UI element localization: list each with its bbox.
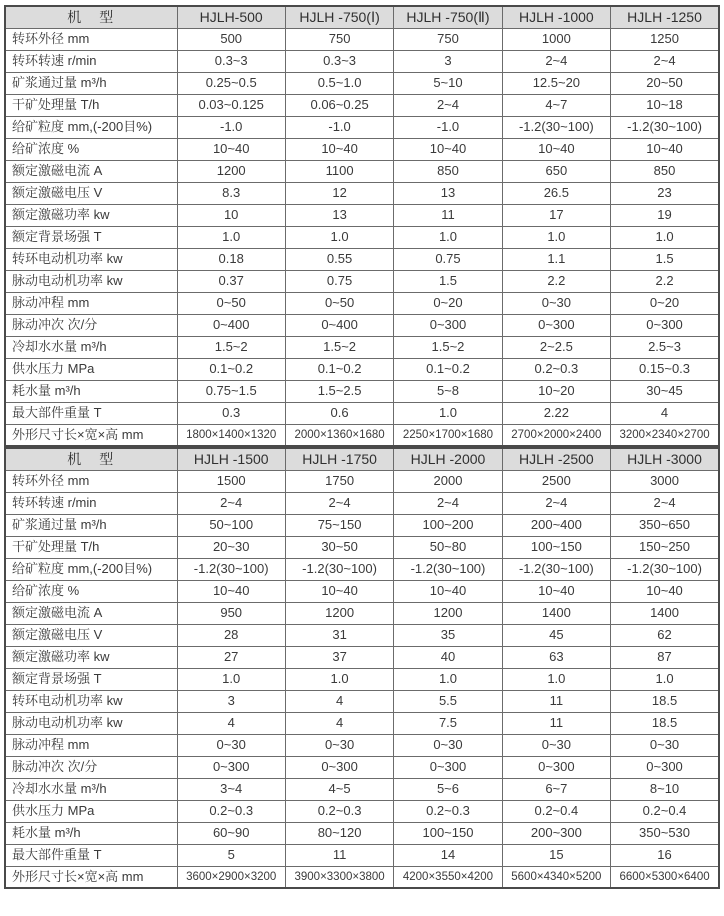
table-cell: 2.2 (611, 270, 719, 292)
table-cell: 0~300 (502, 314, 610, 336)
table-cell: 0~30 (611, 734, 719, 756)
table-cell: 2~4 (177, 492, 285, 514)
table-cell: 13 (285, 204, 393, 226)
table-cell: 0~400 (285, 314, 393, 336)
table-cell: 650 (502, 160, 610, 182)
table-cell: 2000 (394, 470, 502, 492)
table-cell: 16 (611, 844, 719, 866)
column-header-model: HJLH -1500 (177, 448, 285, 470)
table-cell: 18.5 (611, 690, 719, 712)
row-label: 给矿粒度 mm,(-200目%) (5, 558, 177, 580)
table-row (5, 358, 719, 380)
table-cell: 1.0 (394, 402, 502, 424)
spec-table (4, 5, 720, 447)
table-cell: 11 (285, 844, 393, 866)
row-label: 额定激磁电压 V (5, 624, 177, 646)
table-cell: 0~20 (611, 292, 719, 314)
table-cell: 0.06~0.25 (285, 94, 393, 116)
header-row (5, 6, 719, 28)
table-cell: 18.5 (611, 712, 719, 734)
table-cell: 0.2~0.3 (285, 800, 393, 822)
table-cell: 10~40 (611, 138, 719, 160)
table-cell: 5~10 (394, 72, 502, 94)
table-row (5, 226, 719, 248)
table-row (5, 690, 719, 712)
table-cell: 0~50 (177, 292, 285, 314)
table-cell: -1.2(30~100) (285, 558, 393, 580)
table-cell: -1.2(30~100) (394, 558, 502, 580)
table-row (5, 624, 719, 646)
row-label: 矿浆通过量 m³/h (5, 514, 177, 536)
table-row (5, 536, 719, 558)
table-cell: 10~18 (611, 94, 719, 116)
table-cell: 0.2~0.3 (177, 800, 285, 822)
table-cell: 0~30 (177, 734, 285, 756)
table-cell: 0.18 (177, 248, 285, 270)
table-cell: 500 (177, 28, 285, 50)
table-cell: 6600×5300×6400 (611, 866, 719, 888)
table-cell: 3600×2900×3200 (177, 866, 285, 888)
table-row (5, 866, 719, 888)
table-cell: 31 (285, 624, 393, 646)
table-cell: 3 (177, 690, 285, 712)
row-label: 转环外径 mm (5, 28, 177, 50)
column-header-model: HJLH -1750 (285, 448, 393, 470)
table-cell: 60~90 (177, 822, 285, 844)
table-cell: 1800×1400×1320 (177, 424, 285, 446)
table-cell: 750 (285, 28, 393, 50)
table-cell: 1.5 (394, 270, 502, 292)
table-cell: 13 (394, 182, 502, 204)
table-cell: 10~40 (502, 580, 610, 602)
table-cell: 2~4 (285, 492, 393, 514)
table-cell: 4 (285, 712, 393, 734)
table-cell: 5.5 (394, 690, 502, 712)
table-cell: 1.5~2 (285, 336, 393, 358)
table-cell: 8.3 (177, 182, 285, 204)
row-label: 转环转速 r/min (5, 50, 177, 72)
table-cell: 4 (611, 402, 719, 424)
table-cell: 1200 (177, 160, 285, 182)
table-cell: 4~7 (502, 94, 610, 116)
spec-table (4, 447, 720, 889)
table-row (5, 734, 719, 756)
table-cell: 3000 (611, 470, 719, 492)
row-label: 转环外径 mm (5, 470, 177, 492)
table-cell: 200~300 (502, 822, 610, 844)
table-cell: 10~20 (502, 380, 610, 402)
table-row (5, 314, 719, 336)
table-cell: 4 (177, 712, 285, 734)
table-cell: 2.5~3 (611, 336, 719, 358)
row-label: 脉动冲程 mm (5, 734, 177, 756)
table-cell: 5~6 (394, 778, 502, 800)
row-label: 最大部件重量 T (5, 844, 177, 866)
row-label: 脉动冲次 次/分 (5, 314, 177, 336)
table-cell: 11 (502, 712, 610, 734)
row-label: 脉动电动机功率 kw (5, 270, 177, 292)
table-cell: -1.2(30~100) (611, 116, 719, 138)
table-cell: 45 (502, 624, 610, 646)
table-cell: -1.2(30~100) (502, 558, 610, 580)
table-cell: 0.15~0.3 (611, 358, 719, 380)
table-cell: 0.3~3 (285, 50, 393, 72)
table-cell: 1.5 (611, 248, 719, 270)
table-cell: 0.3 (177, 402, 285, 424)
table-row (5, 712, 719, 734)
table-cell: 0.37 (177, 270, 285, 292)
table-cell: 1.5~2 (177, 336, 285, 358)
table-cell: 5~8 (394, 380, 502, 402)
row-label: 转环电动机功率 kw (5, 690, 177, 712)
table-cell: -1.2(30~100) (177, 558, 285, 580)
table-row (5, 50, 719, 72)
table-cell: 2.22 (502, 402, 610, 424)
table-cell: 1.0 (502, 226, 610, 248)
table-cell: 0.1~0.2 (394, 358, 502, 380)
table-cell: -1.0 (394, 116, 502, 138)
row-label: 冷却水水量 m³/h (5, 778, 177, 800)
table-cell: 2~4 (502, 492, 610, 514)
table-cell: 0.1~0.2 (177, 358, 285, 380)
table-cell: 2~4 (611, 50, 719, 72)
table-row (5, 668, 719, 690)
table-row (5, 756, 719, 778)
table-cell: 1400 (502, 602, 610, 624)
table-cell: 2~4 (502, 50, 610, 72)
table-cell: 26.5 (502, 182, 610, 204)
table-cell: 0~30 (394, 734, 502, 756)
table-cell: 4200×3550×4200 (394, 866, 502, 888)
table-cell: 12.5~20 (502, 72, 610, 94)
table-cell: 75~150 (285, 514, 393, 536)
column-header-model: HJLH -750(Ⅱ) (394, 6, 502, 28)
table-cell: 2250×1700×1680 (394, 424, 502, 446)
model-corner-header: 机 型 (5, 6, 177, 28)
table-cell: 10 (177, 204, 285, 226)
table-row (5, 336, 719, 358)
table-cell: 1200 (394, 602, 502, 624)
table-cell: 10~40 (285, 138, 393, 160)
table-cell: 10~40 (285, 580, 393, 602)
table-row (5, 778, 719, 800)
table-cell: 20~50 (611, 72, 719, 94)
table-cell: 28 (177, 624, 285, 646)
row-label: 外形尺寸长×宽×高 mm (5, 424, 177, 446)
model-corner-header: 机 型 (5, 448, 177, 470)
table-cell: 23 (611, 182, 719, 204)
table-cell: 0.3~3 (177, 50, 285, 72)
table-cell: 4~5 (285, 778, 393, 800)
table-cell: 2700×2000×2400 (502, 424, 610, 446)
table-cell: 0.75 (285, 270, 393, 292)
table-cell: 200~400 (502, 514, 610, 536)
table-cell: 0~30 (502, 292, 610, 314)
table-cell: 0.03~0.125 (177, 94, 285, 116)
table-cell: 6~7 (502, 778, 610, 800)
table-cell: 1.0 (611, 226, 719, 248)
table-cell: 2~4 (611, 492, 719, 514)
table-cell: 0~30 (285, 734, 393, 756)
column-header-model: HJLH -2000 (394, 448, 502, 470)
table-cell: 3900×3300×3800 (285, 866, 393, 888)
spec-table-upper (4, 5, 720, 447)
table-cell: 1.0 (394, 668, 502, 690)
table-cell: 0.25~0.5 (177, 72, 285, 94)
table-cell: 3200×2340×2700 (611, 424, 719, 446)
table-row (5, 800, 719, 822)
table-row (5, 138, 719, 160)
row-label: 脉动冲次 次/分 (5, 756, 177, 778)
column-header-model: HJLH -1000 (502, 6, 610, 28)
table-cell: 1.0 (502, 668, 610, 690)
table-cell: 10~40 (502, 138, 610, 160)
table-cell: 0~50 (285, 292, 393, 314)
table-row (5, 602, 719, 624)
table-row (5, 182, 719, 204)
table-cell: 1500 (177, 470, 285, 492)
table-cell: 2000×1360×1680 (285, 424, 393, 446)
table-row (5, 470, 719, 492)
table-cell: 0.6 (285, 402, 393, 424)
table-row (5, 94, 719, 116)
table-cell: 40 (394, 646, 502, 668)
table-cell: 1.0 (285, 668, 393, 690)
table-cell: 0.2~0.3 (394, 800, 502, 822)
table-cell: 350~530 (611, 822, 719, 844)
table-cell: 10~40 (611, 580, 719, 602)
table-cell: 150~250 (611, 536, 719, 558)
table-cell: 0~300 (394, 314, 502, 336)
table-cell: 1750 (285, 470, 393, 492)
table-cell: 8~10 (611, 778, 719, 800)
row-label: 给矿浓度 % (5, 580, 177, 602)
table-cell: 1.0 (611, 668, 719, 690)
table-cell: 15 (502, 844, 610, 866)
table-cell: 0.2~0.3 (502, 358, 610, 380)
row-label: 脉动冲程 mm (5, 292, 177, 314)
table-cell: 5 (177, 844, 285, 866)
table-cell: 1000 (502, 28, 610, 50)
row-label: 额定背景场强 T (5, 668, 177, 690)
table-row (5, 270, 719, 292)
table-cell: -1.2(30~100) (611, 558, 719, 580)
table-cell: 0.1~0.2 (285, 358, 393, 380)
table-cell: 1.0 (177, 226, 285, 248)
table-cell: 100~200 (394, 514, 502, 536)
table-cell: 0.5~1.0 (285, 72, 393, 94)
table-cell: 0~300 (177, 756, 285, 778)
table-cell: 10~40 (177, 138, 285, 160)
table-cell: 12 (285, 182, 393, 204)
table-cell: 11 (502, 690, 610, 712)
table-cell: 0~300 (502, 756, 610, 778)
table-cell: -1.0 (285, 116, 393, 138)
table-row (5, 204, 719, 226)
row-label: 矿浆通过量 m³/h (5, 72, 177, 94)
table-cell: 850 (611, 160, 719, 182)
table-row (5, 822, 719, 844)
table-cell: 0~20 (394, 292, 502, 314)
header-row (5, 448, 719, 470)
table-row (5, 646, 719, 668)
table-row (5, 580, 719, 602)
table-cell: 2~4 (394, 94, 502, 116)
table-row (5, 514, 719, 536)
table-cell: -1.2(30~100) (502, 116, 610, 138)
table-cell: 27 (177, 646, 285, 668)
row-label: 最大部件重量 T (5, 402, 177, 424)
table-row (5, 160, 719, 182)
table-cell: 11 (394, 204, 502, 226)
table-cell: 1200 (285, 602, 393, 624)
column-header-model: HJLH -750(Ⅰ) (285, 6, 393, 28)
table-cell: 1.1 (502, 248, 610, 270)
row-label: 额定激磁功率 kw (5, 204, 177, 226)
column-header-model: HJLH -3000 (611, 448, 719, 470)
table-cell: 2.2 (502, 270, 610, 292)
table-cell: 0.55 (285, 248, 393, 270)
table-cell: 1100 (285, 160, 393, 182)
table-cell: 2~4 (394, 492, 502, 514)
row-label: 转环电动机功率 kw (5, 248, 177, 270)
row-label: 干矿处理量 T/h (5, 536, 177, 558)
row-label: 额定激磁电压 V (5, 182, 177, 204)
column-header-model: HJLH -1250 (611, 6, 719, 28)
table-cell: 7.5 (394, 712, 502, 734)
row-label: 耗水量 m³/h (5, 380, 177, 402)
table-cell: 14 (394, 844, 502, 866)
table-cell: 3~4 (177, 778, 285, 800)
row-label: 脉动电动机功率 kw (5, 712, 177, 734)
table-cell: 10~40 (177, 580, 285, 602)
table-cell: 2500 (502, 470, 610, 492)
column-header-model: HJLH -2500 (502, 448, 610, 470)
table-row (5, 292, 719, 314)
table-cell: 4 (285, 690, 393, 712)
spec-table-lower (4, 447, 720, 889)
row-label: 额定激磁功率 kw (5, 646, 177, 668)
row-label: 耗水量 m³/h (5, 822, 177, 844)
table-cell: 0.2~0.4 (502, 800, 610, 822)
table-cell: 5600×4340×5200 (502, 866, 610, 888)
row-label: 额定背景场强 T (5, 226, 177, 248)
table-cell: 63 (502, 646, 610, 668)
table-cell: 1.0 (285, 226, 393, 248)
table-cell: 19 (611, 204, 719, 226)
table-row (5, 558, 719, 580)
row-label: 额定激磁电流 A (5, 160, 177, 182)
row-label: 供水压力 MPa (5, 358, 177, 380)
table-cell: 950 (177, 602, 285, 624)
table-cell: 0.2~0.4 (611, 800, 719, 822)
table-cell: 3 (394, 50, 502, 72)
table-row (5, 116, 719, 138)
table-cell: -1.0 (177, 116, 285, 138)
row-label: 冷却水水量 m³/h (5, 336, 177, 358)
table-cell: 0~400 (177, 314, 285, 336)
table-cell: 1.5~2.5 (285, 380, 393, 402)
row-label: 供水压力 MPa (5, 800, 177, 822)
table-cell: 87 (611, 646, 719, 668)
table-cell: 62 (611, 624, 719, 646)
table-cell: 17 (502, 204, 610, 226)
table-cell: 0~300 (285, 756, 393, 778)
table-cell: 0~30 (502, 734, 610, 756)
table-cell: 30~50 (285, 536, 393, 558)
table-cell: 1.0 (394, 226, 502, 248)
table-row (5, 492, 719, 514)
table-cell: 100~150 (394, 822, 502, 844)
row-label: 转环转速 r/min (5, 492, 177, 514)
table-cell: 50~100 (177, 514, 285, 536)
table-cell: 1400 (611, 602, 719, 624)
table-cell: 35 (394, 624, 502, 646)
row-label: 给矿粒度 mm,(-200目%) (5, 116, 177, 138)
table-cell: 1250 (611, 28, 719, 50)
table-row (5, 380, 719, 402)
row-label: 干矿处理量 T/h (5, 94, 177, 116)
row-label: 外形尺寸长×宽×高 mm (5, 866, 177, 888)
table-cell: 20~30 (177, 536, 285, 558)
row-label: 额定激磁电流 A (5, 602, 177, 624)
table-row (5, 402, 719, 424)
table-row (5, 72, 719, 94)
table-cell: 10~40 (394, 580, 502, 602)
table-cell: 1.5~2 (394, 336, 502, 358)
table-cell: 850 (394, 160, 502, 182)
table-cell: 0.75 (394, 248, 502, 270)
table-cell: 100~150 (502, 536, 610, 558)
table-cell: 2~2.5 (502, 336, 610, 358)
table-cell: 750 (394, 28, 502, 50)
table-cell: 50~80 (394, 536, 502, 558)
table-cell: 30~45 (611, 380, 719, 402)
table-cell: 0~300 (611, 314, 719, 336)
table-row (5, 28, 719, 50)
table-cell: 350~650 (611, 514, 719, 536)
table-cell: 0~300 (611, 756, 719, 778)
column-header-model: HJLH-500 (177, 6, 285, 28)
table-cell: 1.0 (177, 668, 285, 690)
table-cell: 0~300 (394, 756, 502, 778)
table-row (5, 424, 719, 446)
table-cell: 10~40 (394, 138, 502, 160)
table-row (5, 248, 719, 270)
table-cell: 0.75~1.5 (177, 380, 285, 402)
table-cell: 80~120 (285, 822, 393, 844)
row-label: 给矿浓度 % (5, 138, 177, 160)
table-row (5, 844, 719, 866)
table-cell: 37 (285, 646, 393, 668)
